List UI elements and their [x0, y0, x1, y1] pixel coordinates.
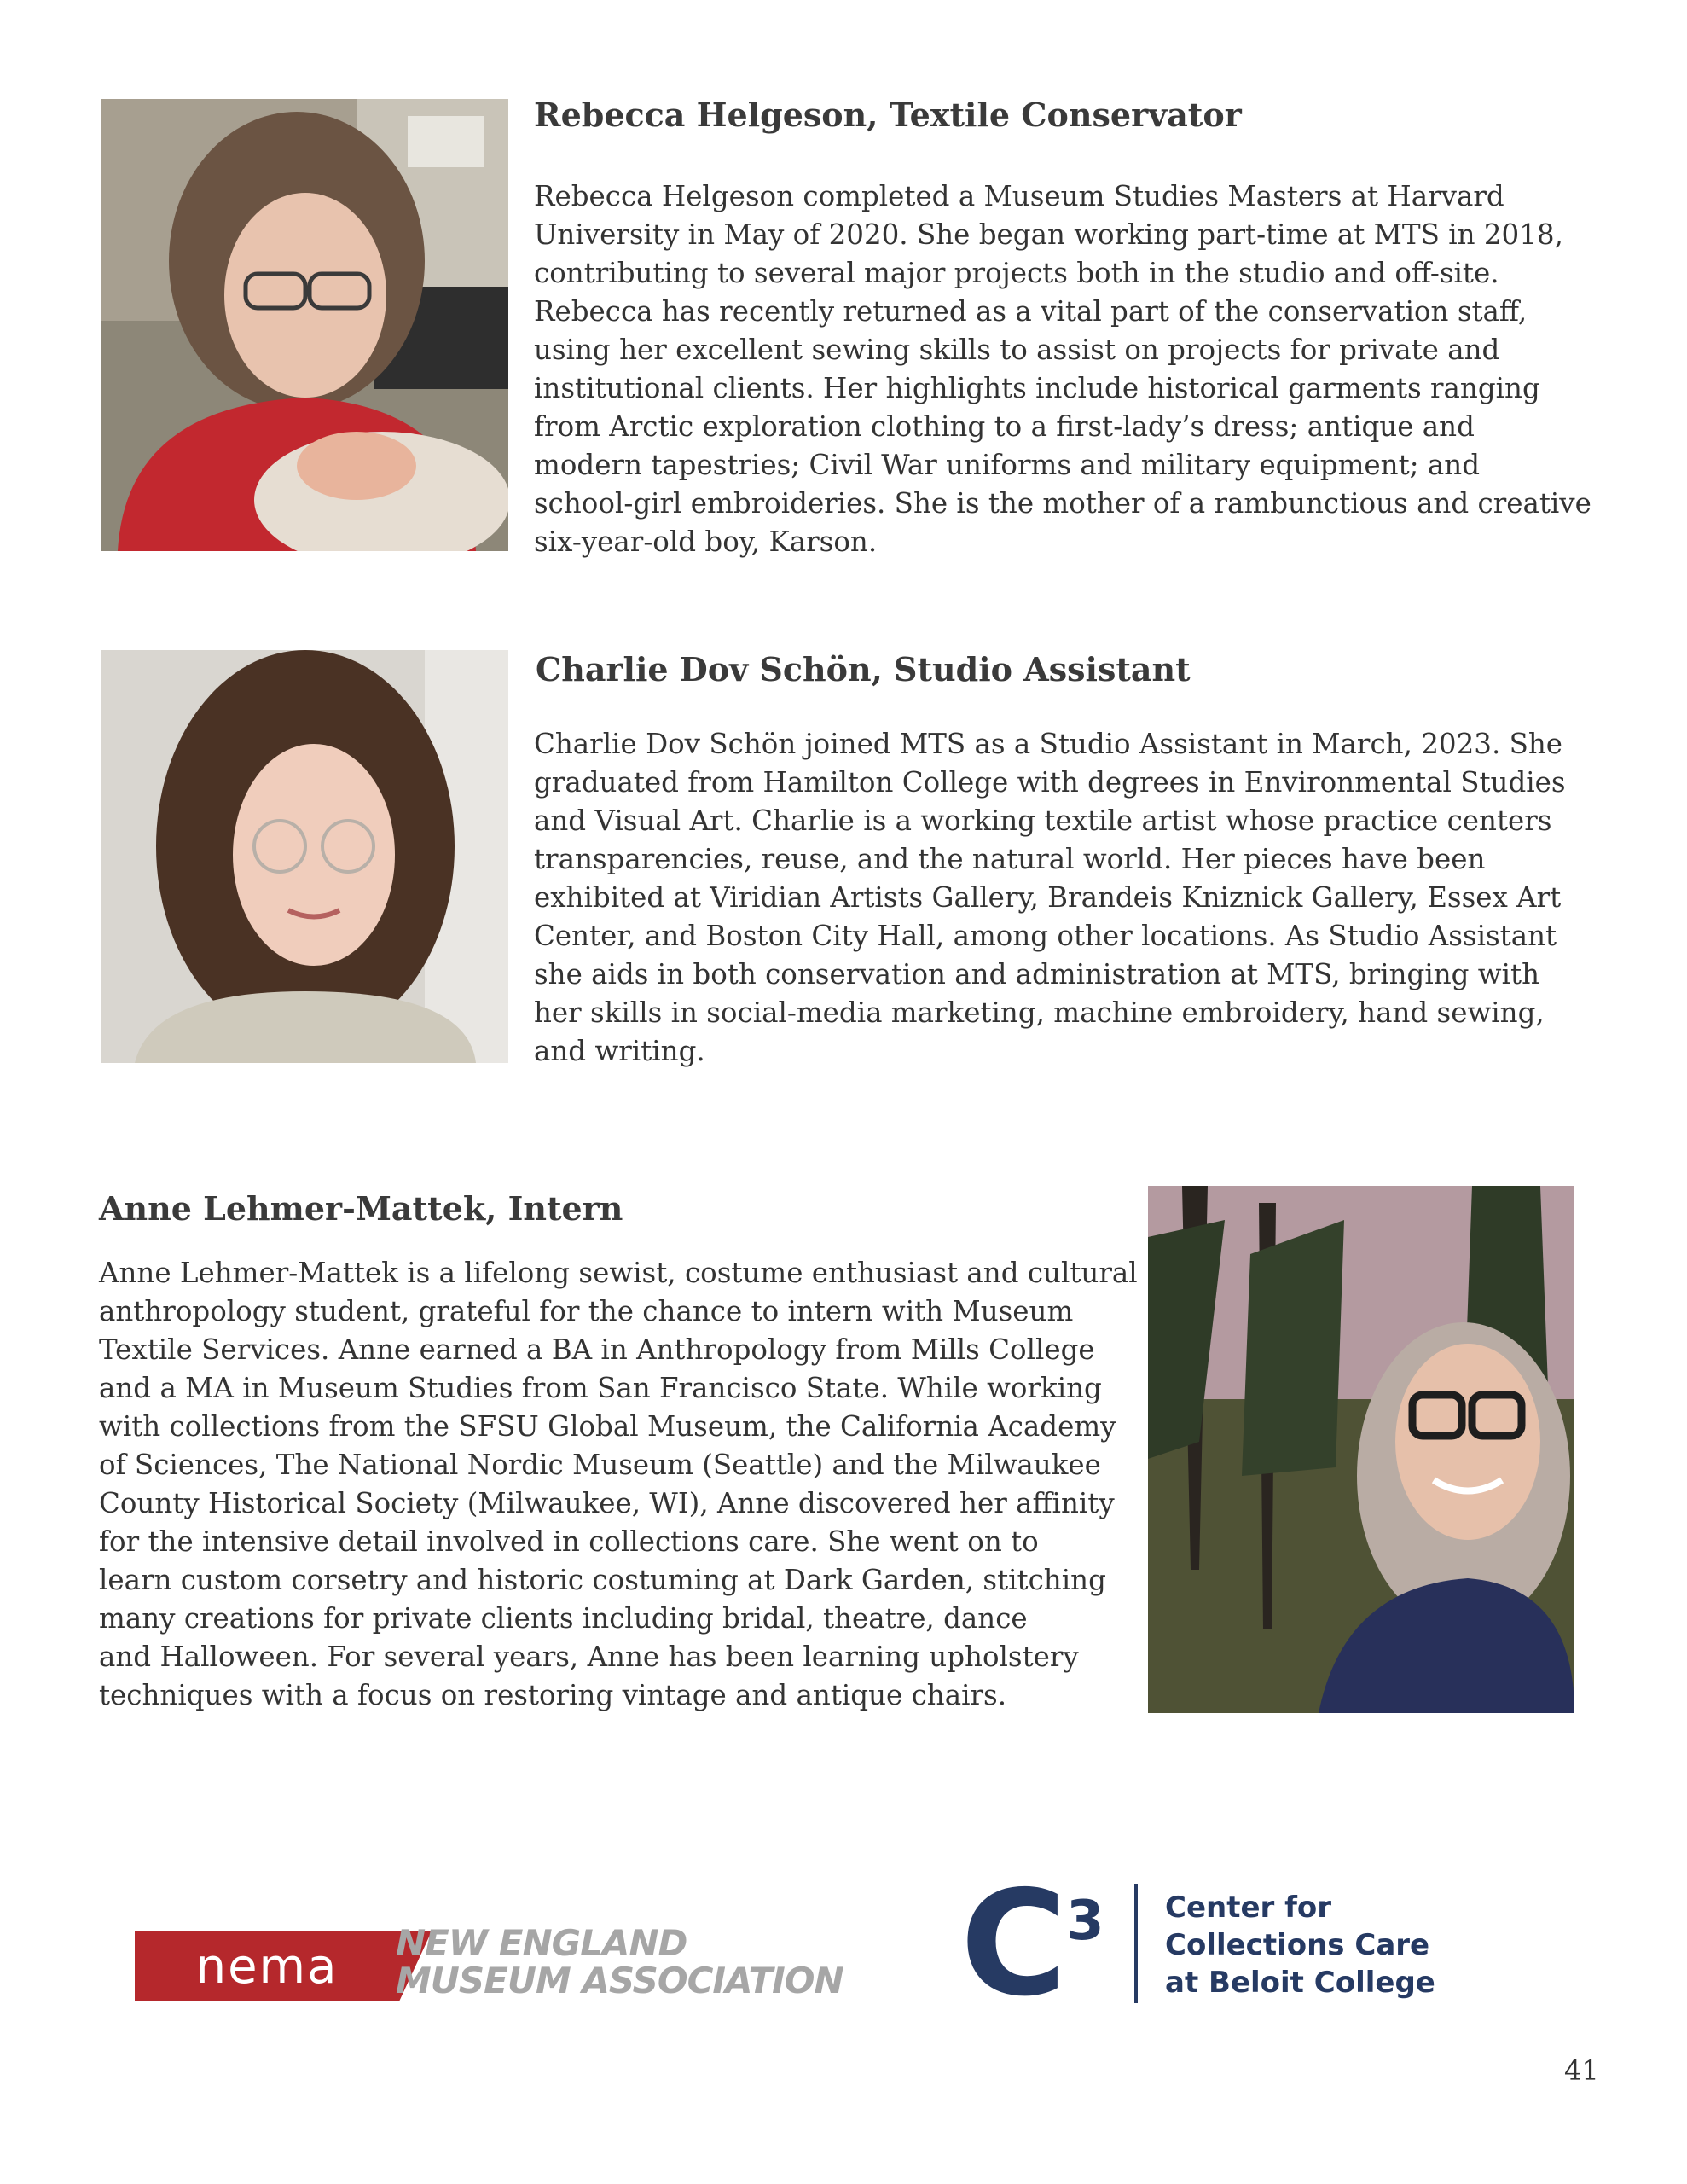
c3-logo-divider [1134, 1884, 1138, 2003]
staff-title: Anne Lehmer-Mattek, Intern [99, 1189, 623, 1228]
nema-logo-badge [135, 1931, 399, 2001]
nema-logo-text: NEW ENGLAND MUSEUM ASSOCIATION [396, 1922, 844, 2001]
staff-title: Charlie Dov Schön, Studio Assistant [536, 650, 1191, 688]
c3-logo-mark: C 3 [960, 1860, 1104, 2029]
page-number: 41 [1564, 2054, 1599, 2087]
nema-logo-wordmark: nema [195, 1938, 339, 1995]
staff-bio: Charlie Dov Schön joined MTS as a Studio Assistant in March, 2023. She graduated from Hamilton College with degrees in Environmental Studies and Visual Art. Charlie is a working textile artist whose practice centers transparencies, reuse, and the natural world. Her pieces have been exhibited at Viridian Artists Gallery, Brandeis Kniznick Gallery, Essex Art Center, and Boston City Hall, among other locations. As Studio Assistant she aids in both conservation and administration at MTS, bringing with her skills in social-media marketing, machine embroidery, hand sewing, and writing. [534, 728, 1566, 1067]
c3-logo-text: Center for Collections Care at Beloit College [1165, 1891, 1435, 2000]
staff-bio: Rebecca Helgeson completed a Museum Studies Masters at Harvard University in May of 2020. She began working part-time at MTS in 2018, contributing to several major projects both in the studio and off-site. Rebecca has recently returned as a vital part of the conservation staff, using her excellent sewing skills to assist on projects for private and institutional clients. Her highlights include historical garments ranging from Arctic exploration clothing to a first-lady’s dress; antique and modern tapestries; Civil War uniforms and military equipment; and school-girl embroideries. She is the mother of a rambunctious and creative six-year-old boy, Karson. [534, 180, 1591, 558]
anne-photo [1148, 1186, 1574, 1713]
charlie-photo [101, 650, 508, 1063]
rebecca-photo [101, 99, 508, 551]
staff-title: Rebecca Helgeson, Textile Conservator [534, 96, 1242, 134]
staff-bio: Anne Lehmer-Mattek is a lifelong sewist, costume enthusiast and cultural anthropology student, grateful for the chance to intern with Museum Textile Services. Anne earned a BA in Anthropology from Mills College and a MA in Museum Studies from San Francisco State. While working with collections from the SFSU Global Museum, the California Academy of Sciences, The National Nordic Museum (Seattle) and the Milwaukee County Historical Society (Milwaukee, WI), Anne discovered her affinity for the intensive detail involved in collections care. She went on to learn custom corsetry and historic costuming at Dark Garden, stitching many creations for private clients including bridal, theatre, dance and Halloween. For several years, Anne has been learning upholstery techniques with a focus on restoring vintage and antique chairs. [99, 1257, 1138, 1711]
